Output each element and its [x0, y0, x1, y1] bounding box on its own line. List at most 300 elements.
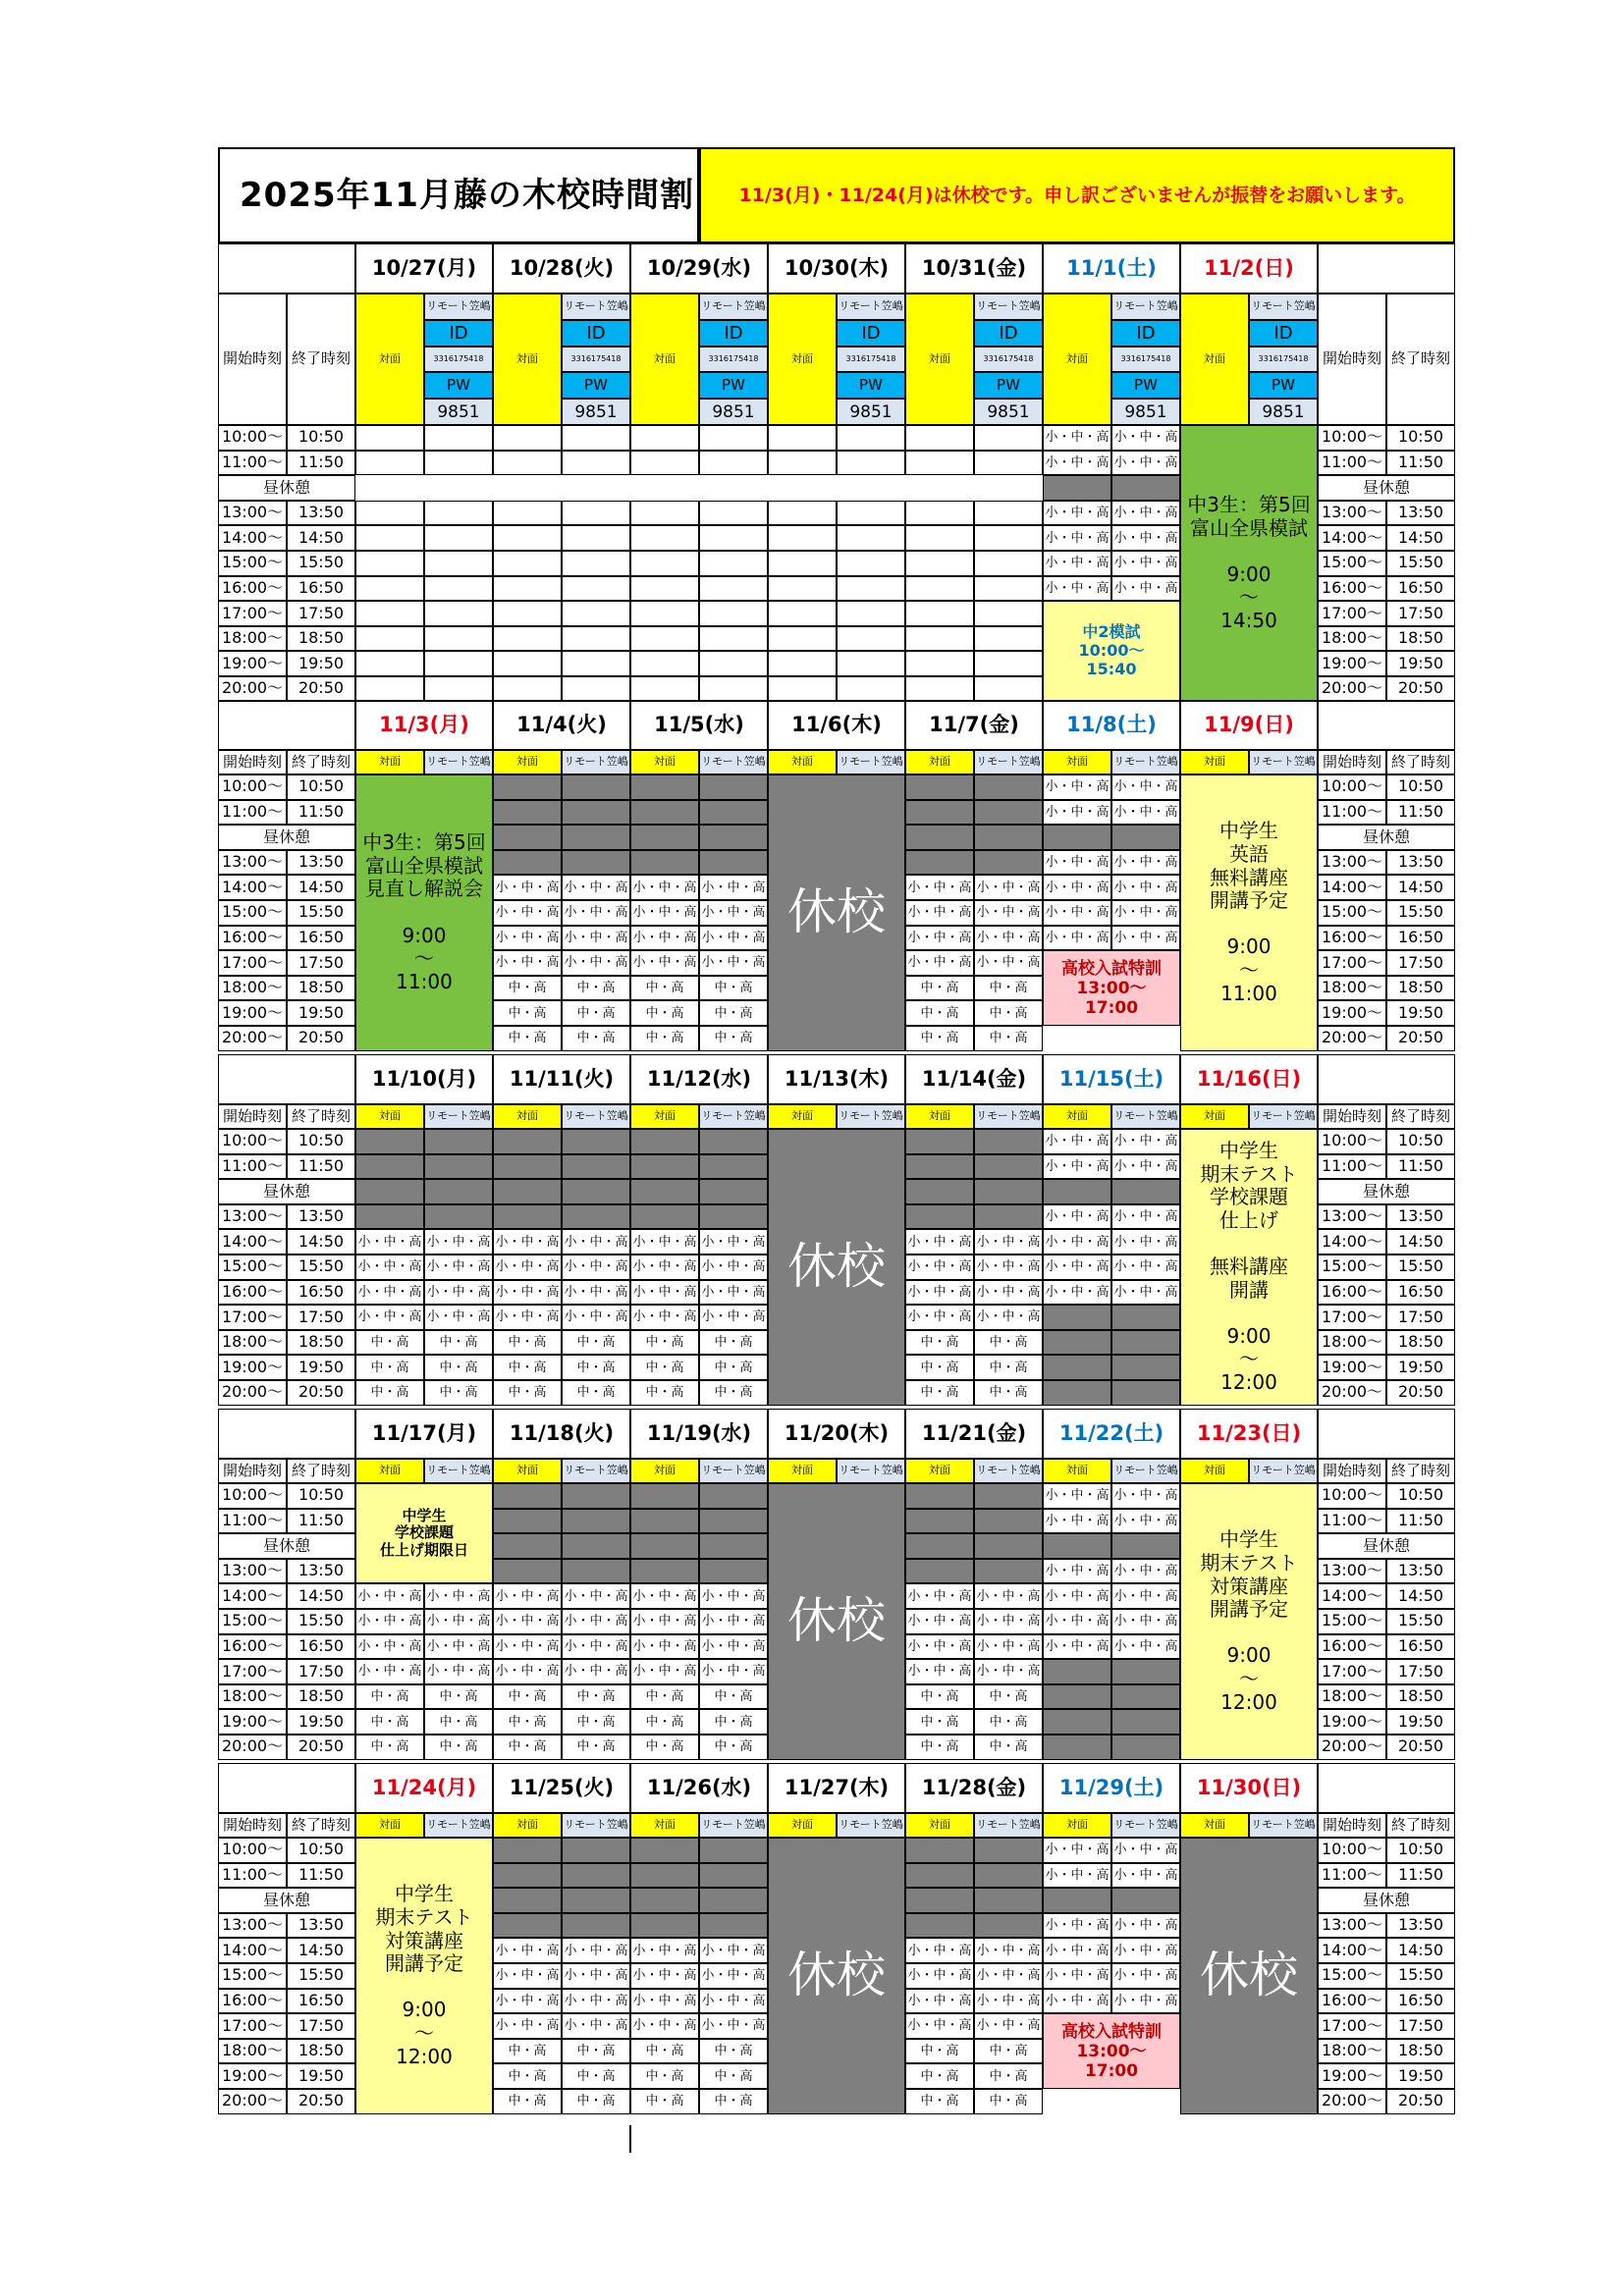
slot-mid-high: 中・高 — [562, 976, 630, 1001]
date-header: 11/17(月) — [355, 1409, 493, 1459]
empty-slot — [493, 676, 562, 702]
slot-elem-mid-high: 小・中・高 — [562, 1659, 630, 1684]
password-label: PW — [974, 372, 1043, 399]
slot-elem-mid-high: 小・中・高 — [699, 1634, 768, 1660]
empty-slot — [562, 626, 630, 652]
empty-slot — [493, 525, 562, 551]
unavailable-slot — [699, 1838, 768, 1863]
end-time-header: 終了時刻 — [1386, 1813, 1455, 1838]
in-person-header: 対面 — [768, 1104, 837, 1129]
unavailable-slot — [699, 1509, 768, 1534]
date-header: 11/20(木) — [768, 1409, 905, 1459]
slot-elem-mid-high: 小・中・高 — [974, 2013, 1043, 2039]
slot-elem-mid-high: 小・中・高 — [562, 1634, 630, 1660]
end-time: 19:50 — [1386, 1709, 1455, 1735]
empty-slot — [974, 651, 1043, 676]
unavailable-slot — [630, 1204, 699, 1230]
end-time: 17:50 — [1386, 1305, 1455, 1330]
end-time-header: 終了時刻 — [1386, 1104, 1455, 1129]
date-header: 11/11(火) — [493, 1054, 630, 1104]
empty-slot — [562, 501, 630, 526]
slot-mid-high: 中・高 — [974, 1735, 1043, 1760]
remote-header: リモート笠嶋 — [837, 1104, 905, 1129]
unavailable-slot — [493, 1179, 562, 1204]
slot-elem-mid-high: 小・中・高 — [699, 1280, 768, 1306]
unavailable-slot — [493, 800, 562, 826]
end-time: 15:50 — [287, 551, 355, 576]
unavailable-slot — [905, 800, 974, 826]
slot-elem-mid-high: 小・中・高 — [905, 1305, 974, 1330]
slot-elem-mid-high: 小・中・高 — [562, 1583, 630, 1609]
slot-elem-mid-high: 小・中・高 — [699, 1583, 768, 1609]
password-value: 9851 — [1111, 399, 1180, 425]
in-person-header: 対面 — [905, 1459, 974, 1483]
slot-mid-high: 中・高 — [699, 976, 768, 1001]
slot-mid-high: 中・高 — [905, 1735, 974, 1760]
meeting-id-label: ID — [1111, 320, 1180, 347]
unavailable-slot — [1111, 1380, 1180, 1406]
slot-mid-high: 中・高 — [699, 2089, 768, 2114]
slot-mid-high: 中・高 — [493, 1355, 562, 1380]
empty-slot — [424, 651, 493, 676]
slot-mid-high: 中・高 — [699, 1330, 768, 1356]
start-time: 15:00～ — [218, 900, 287, 926]
empty-slot — [630, 451, 699, 476]
end-time: 15:50 — [1386, 900, 1455, 926]
event-block: 中学生 期末テスト 対策講座 開講予定 9:00 ～ 12:00 — [355, 1838, 493, 2114]
remote-header: リモート笠嶋 — [562, 750, 630, 774]
slot-elem-mid-high: 小・中・高 — [355, 1609, 424, 1634]
empty-slot — [630, 425, 699, 451]
empty-slot — [905, 651, 974, 676]
empty-slot — [562, 425, 630, 451]
unavailable-slot — [562, 825, 630, 850]
unavailable-slot — [630, 825, 699, 850]
end-time: 17:50 — [1386, 2013, 1455, 2039]
start-time: 19:00～ — [1318, 1355, 1386, 1380]
slot-elem-mid-high: 小・中・高 — [493, 1938, 562, 1963]
slot-elem-mid-high: 小・中・高 — [562, 1305, 630, 1330]
start-time: 15:00～ — [218, 1255, 287, 1280]
slot-mid-high: 中・高 — [355, 1684, 424, 1710]
slot-elem-mid-high: 小・中・高 — [562, 950, 630, 976]
unavailable-slot — [562, 1533, 630, 1559]
end-time: 13:50 — [287, 1204, 355, 1230]
unavailable-slot — [905, 1129, 974, 1154]
unavailable-slot — [699, 1863, 768, 1889]
date-header: 11/1(土) — [1043, 243, 1180, 294]
remote-header: リモート笠嶋 — [1111, 750, 1180, 774]
unavailable-slot — [699, 1559, 768, 1584]
start-time: 18:00～ — [1318, 2039, 1386, 2064]
slot-elem-mid-high: 小・中・高 — [1111, 1154, 1180, 1180]
unavailable-slot — [562, 1913, 630, 1939]
slot-mid-high: 中・高 — [905, 2063, 974, 2089]
divider-line — [629, 2125, 631, 2153]
meeting-id-value: 3316175418 — [699, 347, 768, 373]
slot-elem-mid-high: 小・中・高 — [1043, 850, 1111, 876]
unavailable-slot — [699, 825, 768, 850]
slot-mid-high: 中・高 — [493, 1380, 562, 1406]
empty-slot — [768, 501, 837, 526]
slot-mid-high: 中・高 — [699, 1026, 768, 1051]
unavailable-slot — [630, 850, 699, 876]
end-time: 11:50 — [1386, 800, 1455, 826]
unavailable-slot — [699, 1179, 768, 1204]
slot-mid-high: 中・高 — [699, 1000, 768, 1026]
slot-elem-mid-high: 小・中・高 — [493, 875, 562, 900]
slot-elem-mid-high: 小・中・高 — [493, 926, 562, 951]
in-person-header: 対面 — [1180, 1104, 1249, 1129]
start-time-header: 開始時刻 — [1318, 1459, 1386, 1483]
slot-elem-mid-high: 小・中・高 — [1043, 1509, 1111, 1534]
end-time-header: 終了時刻 — [287, 1813, 355, 1838]
start-time: 20:00～ — [218, 1735, 287, 1760]
empty-slot — [355, 451, 424, 476]
empty-slot — [355, 425, 424, 451]
date-header: 11/2(日) — [1180, 243, 1318, 294]
unavailable-slot — [630, 1888, 699, 1913]
end-time: 11:50 — [287, 1154, 355, 1180]
slot-mid-high: 中・高 — [562, 1684, 630, 1710]
end-time: 14:50 — [287, 875, 355, 900]
slot-mid-high: 中・高 — [424, 1709, 493, 1735]
unavailable-slot — [630, 1533, 699, 1559]
unavailable-slot — [905, 1179, 974, 1204]
slot-mid-high: 中・高 — [424, 1735, 493, 1760]
start-time: 20:00～ — [1318, 1735, 1386, 1760]
unavailable-slot — [905, 825, 974, 850]
end-time: 19:50 — [287, 1709, 355, 1735]
end-time: 13:50 — [1386, 1559, 1455, 1584]
unavailable-slot — [424, 1204, 493, 1230]
unavailable-slot — [974, 774, 1043, 800]
unavailable-slot — [699, 1483, 768, 1509]
password-value: 9851 — [837, 399, 905, 425]
empty-slot — [493, 576, 562, 602]
end-time: 11:50 — [287, 1863, 355, 1889]
start-time: 20:00～ — [218, 676, 287, 702]
unavailable-slot — [1111, 1888, 1180, 1913]
empty-slot — [905, 425, 974, 451]
remote-header: リモート笠嶋 — [699, 1813, 768, 1838]
end-time-header: 終了時刻 — [287, 1459, 355, 1483]
slot-mid-high: 中・高 — [905, 1355, 974, 1380]
slot-elem-mid-high: 小・中・高 — [699, 1609, 768, 1634]
empty-slot — [424, 451, 493, 476]
start-time: 17:00～ — [218, 601, 287, 626]
start-time: 16:00～ — [1318, 1989, 1386, 2014]
unavailable-slot — [1043, 1888, 1111, 1913]
unavailable-slot — [424, 1129, 493, 1154]
slot-elem-mid-high: 小・中・高 — [1111, 875, 1180, 900]
start-time: 13:00～ — [1318, 850, 1386, 876]
closure-notice: 11/3(月)・11/24(月)は休校です。申し訳ございませんが振替をお願いします。 — [699, 147, 1455, 243]
date-header: 11/18(火) — [493, 1409, 630, 1459]
unavailable-slot — [905, 850, 974, 876]
unavailable-slot — [974, 1509, 1043, 1534]
end-time: 15:50 — [1386, 1609, 1455, 1634]
unavailable-slot — [1111, 1305, 1180, 1330]
empty-slot — [837, 601, 905, 626]
unavailable-slot — [974, 1559, 1043, 1584]
slot-elem-mid-high: 小・中・高 — [1043, 525, 1111, 551]
unavailable-slot — [974, 800, 1043, 826]
slot-elem-mid-high: 小・中・高 — [1111, 1609, 1180, 1634]
end-time: 20:50 — [287, 1026, 355, 1051]
in-person-header: 対面 — [1043, 294, 1111, 425]
in-person-header: 対面 — [768, 750, 837, 774]
meeting-id-label: ID — [974, 320, 1043, 347]
slot-elem-mid-high: 小・中・高 — [905, 875, 974, 900]
unavailable-slot — [1043, 1735, 1111, 1760]
empty-slot — [699, 626, 768, 652]
end-time: 19:50 — [1386, 1355, 1455, 1380]
slot-elem-mid-high: 小・中・高 — [974, 1305, 1043, 1330]
slot-mid-high: 中・高 — [974, 1380, 1043, 1406]
slot-elem-mid-high: 小・中・高 — [355, 1583, 424, 1609]
remote-header: リモート笠嶋 — [424, 1813, 493, 1838]
start-time: 16:00～ — [218, 1634, 287, 1660]
in-person-header: 対面 — [630, 294, 699, 425]
start-time: 15:00～ — [1318, 551, 1386, 576]
end-time: 20:50 — [1386, 1380, 1455, 1406]
slot-elem-mid-high: 小・中・高 — [630, 1963, 699, 1989]
slot-mid-high: 中・高 — [699, 2039, 768, 2064]
unavailable-slot — [974, 850, 1043, 876]
end-time: 19:50 — [287, 1355, 355, 1380]
end-time: 14:50 — [287, 525, 355, 551]
end-time-header: 終了時刻 — [287, 294, 355, 425]
start-time: 13:00～ — [218, 1559, 287, 1584]
slot-elem-mid-high: 小・中・高 — [630, 900, 699, 926]
slot-mid-high: 中・高 — [630, 1026, 699, 1051]
end-time: 13:50 — [1386, 1913, 1455, 1939]
date-header: 10/27(月) — [355, 243, 493, 294]
slot-mid-high: 中・高 — [699, 1684, 768, 1710]
in-person-header: 対面 — [630, 1459, 699, 1483]
empty-slot — [355, 601, 424, 626]
start-time: 19:00～ — [218, 1355, 287, 1380]
slot-elem-mid-high: 小・中・高 — [1043, 1154, 1111, 1180]
empty-slot — [630, 525, 699, 551]
unavailable-slot — [1043, 1330, 1111, 1356]
slot-elem-mid-high: 小・中・高 — [562, 875, 630, 900]
unavailable-slot — [562, 1559, 630, 1584]
empty-slot — [562, 576, 630, 602]
unavailable-slot — [1111, 1684, 1180, 1710]
unavailable-slot — [493, 1129, 562, 1154]
empty-slot — [493, 451, 562, 476]
date-header: 11/4(火) — [493, 700, 630, 750]
empty-slot — [355, 576, 424, 602]
end-time: 19:50 — [1386, 1000, 1455, 1026]
end-time: 10:50 — [1386, 1838, 1455, 1863]
unavailable-slot — [630, 1154, 699, 1180]
slot-elem-mid-high: 小・中・高 — [355, 1229, 424, 1255]
slot-elem-mid-high: 小・中・高 — [424, 1659, 493, 1684]
empty-slot — [905, 576, 974, 602]
start-time: 13:00～ — [1318, 1913, 1386, 1939]
slot-mid-high: 中・高 — [630, 2089, 699, 2114]
password-label: PW — [562, 372, 630, 399]
meeting-id-value: 3316175418 — [837, 347, 905, 373]
slot-mid-high: 中・高 — [424, 1684, 493, 1710]
date-header: 11/22(土) — [1043, 1409, 1180, 1459]
slot-elem-mid-high: 小・中・高 — [1043, 875, 1111, 900]
date-corner-left — [218, 1409, 355, 1459]
slot-mid-high: 中・高 — [493, 1330, 562, 1356]
slot-elem-mid-high: 小・中・高 — [355, 1280, 424, 1306]
end-time: 18:50 — [1386, 976, 1455, 1001]
unavailable-slot — [905, 1838, 974, 1863]
date-header: 11/14(金) — [905, 1054, 1043, 1104]
date-header: 11/6(木) — [768, 700, 905, 750]
start-time: 16:00～ — [218, 576, 287, 602]
start-time: 14:00～ — [218, 1229, 287, 1255]
slot-elem-mid-high: 小・中・高 — [1043, 1583, 1111, 1609]
slot-mid-high: 中・高 — [974, 1026, 1043, 1051]
slot-mid-high: 中・高 — [905, 1684, 974, 1710]
remote-header: リモート笠嶋 — [424, 1459, 493, 1483]
meeting-id-label: ID — [424, 320, 493, 347]
empty-slot — [630, 626, 699, 652]
unavailable-slot — [905, 1204, 974, 1230]
start-time: 18:00～ — [218, 976, 287, 1001]
password-value: 9851 — [562, 399, 630, 425]
remote-header: リモート笠嶋 — [562, 294, 630, 320]
slot-mid-high: 中・高 — [699, 1380, 768, 1406]
unavailable-slot — [905, 1483, 974, 1509]
slot-elem-mid-high: 小・中・高 — [1111, 900, 1180, 926]
start-time: 14:00～ — [1318, 525, 1386, 551]
remote-header: リモート笠嶋 — [1249, 1104, 1318, 1129]
slot-mid-high: 中・高 — [630, 1684, 699, 1710]
slot-elem-mid-high: 小・中・高 — [699, 1305, 768, 1330]
empty-slot — [493, 425, 562, 451]
date-header: 11/15(土) — [1043, 1054, 1180, 1104]
end-time: 16:50 — [287, 926, 355, 951]
start-time: 15:00～ — [1318, 1963, 1386, 1989]
start-time: 17:00～ — [218, 950, 287, 976]
empty-slot — [355, 626, 424, 652]
unavailable-slot — [493, 1154, 562, 1180]
slot-mid-high: 中・高 — [974, 1330, 1043, 1356]
unavailable-slot — [630, 1509, 699, 1534]
slot-elem-mid-high: 小・中・高 — [905, 1963, 974, 1989]
date-header: 11/13(木) — [768, 1054, 905, 1104]
empty-slot — [905, 525, 974, 551]
end-time: 10:50 — [287, 774, 355, 800]
in-person-header: 対面 — [905, 1813, 974, 1838]
date-corner-left — [218, 243, 355, 294]
remote-header: リモート笠嶋 — [424, 750, 493, 774]
slot-elem-mid-high: 小・中・高 — [1111, 551, 1180, 576]
unavailable-slot — [974, 1838, 1043, 1863]
unavailable-slot — [562, 1888, 630, 1913]
unavailable-slot — [493, 1838, 562, 1863]
empty-slot — [974, 626, 1043, 652]
unavailable-slot — [493, 1559, 562, 1584]
start-time: 10:00～ — [218, 1483, 287, 1509]
slot-mid-high: 中・高 — [493, 976, 562, 1001]
slot-elem-mid-high: 小・中・高 — [1043, 800, 1111, 826]
in-person-header: 対面 — [355, 1459, 424, 1483]
end-time: 19:50 — [287, 2063, 355, 2089]
closed-day-block: 休校 — [768, 1838, 905, 2114]
slot-mid-high: 中・高 — [630, 2063, 699, 2089]
date-header: 11/23(日) — [1180, 1409, 1318, 1459]
end-time: 17:50 — [287, 2013, 355, 2039]
slot-mid-high: 中・高 — [355, 1330, 424, 1356]
slot-elem-mid-high: 小・中・高 — [630, 1609, 699, 1634]
slot-elem-mid-high: 小・中・高 — [1111, 1483, 1180, 1509]
end-time: 13:50 — [287, 501, 355, 526]
event-block: 高校入試特訓 13:00～ 17:00 — [1043, 950, 1180, 1026]
slot-elem-mid-high: 小・中・高 — [974, 1583, 1043, 1609]
end-time-header: 終了時刻 — [287, 1104, 355, 1129]
unavailable-slot — [1043, 1355, 1111, 1380]
start-time-header: 開始時刻 — [1318, 750, 1386, 774]
end-time: 11:50 — [1386, 451, 1455, 476]
meeting-id-label: ID — [1249, 320, 1318, 347]
slot-mid-high: 中・高 — [974, 1355, 1043, 1380]
slot-elem-mid-high: 小・中・高 — [493, 1634, 562, 1660]
slot-elem-mid-high: 小・中・高 — [1043, 451, 1111, 476]
start-time: 19:00～ — [1318, 1709, 1386, 1735]
slot-elem-mid-high: 小・中・高 — [424, 1583, 493, 1609]
meeting-id-value: 3316175418 — [1111, 347, 1180, 373]
empty-slot — [630, 576, 699, 602]
slot-mid-high: 中・高 — [562, 1000, 630, 1026]
end-time: 16:50 — [1386, 1634, 1455, 1660]
end-time: 14:50 — [1386, 1229, 1455, 1255]
start-time: 13:00～ — [218, 850, 287, 876]
empty-slot — [562, 601, 630, 626]
slot-mid-high: 中・高 — [905, 2039, 974, 2064]
unavailable-slot — [355, 1179, 424, 1204]
empty-slot — [905, 676, 974, 702]
unavailable-slot — [1043, 1659, 1111, 1684]
date-header: 11/27(木) — [768, 1763, 905, 1813]
end-time: 20:50 — [1386, 676, 1455, 702]
end-time: 13:50 — [1386, 501, 1455, 526]
remote-header: リモート笠嶋 — [1111, 294, 1180, 320]
empty-slot — [768, 425, 837, 451]
password-value: 9851 — [1249, 399, 1318, 425]
slot-elem-mid-high: 小・中・高 — [699, 1963, 768, 1989]
unavailable-slot — [974, 1863, 1043, 1889]
slot-elem-mid-high: 小・中・高 — [974, 1280, 1043, 1306]
unavailable-slot — [493, 1204, 562, 1230]
unavailable-slot — [493, 1509, 562, 1534]
slot-elem-mid-high: 小・中・高 — [424, 1229, 493, 1255]
start-time: 16:00～ — [218, 1280, 287, 1306]
remote-header: リモート笠嶋 — [1249, 750, 1318, 774]
end-time: 11:50 — [1386, 1154, 1455, 1180]
date-header: 11/24(月) — [355, 1763, 493, 1813]
slot-elem-mid-high: 小・中・高 — [1043, 1938, 1111, 1963]
end-time: 17:50 — [1386, 950, 1455, 976]
empty-slot — [699, 676, 768, 702]
slot-elem-mid-high: 小・中・高 — [630, 2013, 699, 2039]
start-time: 11:00～ — [1318, 451, 1386, 476]
remote-header: リモート笠嶋 — [837, 750, 905, 774]
password-label: PW — [424, 372, 493, 399]
start-time: 11:00～ — [218, 451, 287, 476]
slot-mid-high: 中・高 — [493, 1709, 562, 1735]
slot-elem-mid-high: 小・中・高 — [1111, 850, 1180, 876]
